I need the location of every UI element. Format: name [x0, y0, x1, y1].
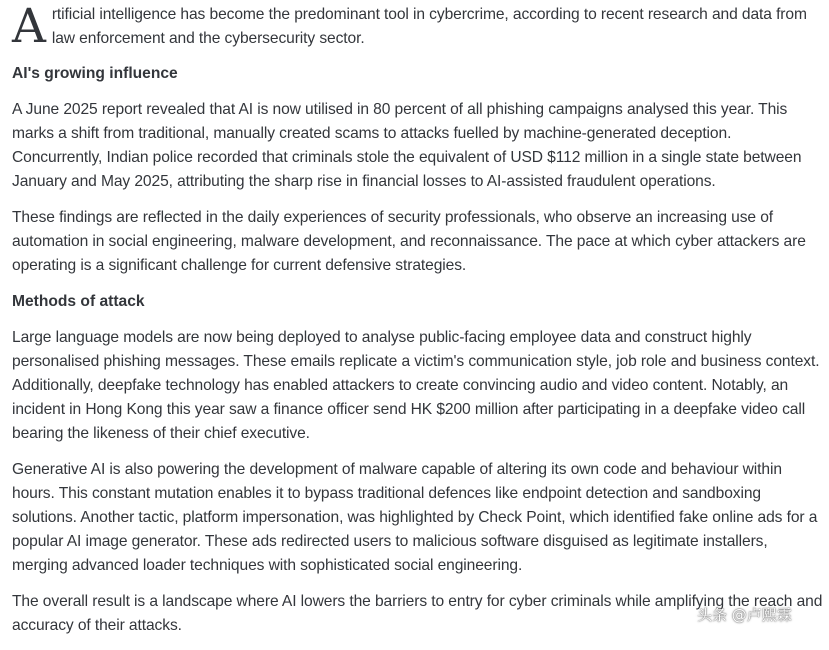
paragraph-conclusion: The overall result is a landscape where AI lowers the barriers to entry for cyber criminals while amplifying the reach and accuracy of their attacks.	[12, 593, 823, 634]
section-heading-methods-of-attack: Methods of attack	[12, 293, 145, 310]
paragraph-phishing-stats: A June 2025 report revealed that AI is now utilised in 80 percent of all phishing campaigns analysed this year. This marks a shift from traditional, manually created scams to attacks fuelled by machine-generated deception. Concurrently, Indian police recorded that criminals stole the equivalent of USD $112 million in a single state between January and May 2025, attributing the sharp rise in financial losses to AI-assisted fraudulent operations.	[12, 101, 802, 190]
drop-cap: A	[12, 0, 46, 54]
paragraph-generative-malware: Generative AI is also powering the development of malware capable of altering its own code and behaviour within hours. This constant mutation enables it to bypass traditional defences like endpoint detection and sandboxing solutions. Another tactic, platform impersonation, was highlighted by Check Point, which identified fake online ads for a popular AI image generator. These ads redirected users to malicious software disguised as legitimate installers, merging advanced loader techniques with sophisticated social engineering.	[12, 461, 818, 574]
watermark: 头条 @卢熙霖	[697, 606, 792, 624]
section-heading-ai-influence: AI's growing influence	[12, 65, 178, 82]
paragraph-llm-deepfake: Large language models are now being deployed to analyse public-facing employee data and construct highly personalised phishing messages. These emails replicate a victim's communication style, job role and business context. Additionally, deepfake technology has enabled attackers to create convincing audio and video content. Notably, an incident in Hong Kong this year saw a finance officer send HK $200 million after participating in a deepfake video call bearing the likeness of their chief executive.	[12, 329, 820, 442]
article-body	[12, 0, 824, 650]
lead-text: rtificial intelligence has become the predominant tool in cybercrime, according to recent research and data from law enforcement and the cybersecurity sector.	[51, 6, 807, 47]
paragraph-security-professionals: These findings are reflected in the daily experiences of security professionals, who observe an increasing use of automation in social engineering, malware development, and reconnaissance. The pace at which cyber attackers are operating is a significant challenge for current defensive strategies.	[12, 209, 806, 274]
lead-paragraph	[12, 0, 824, 54]
